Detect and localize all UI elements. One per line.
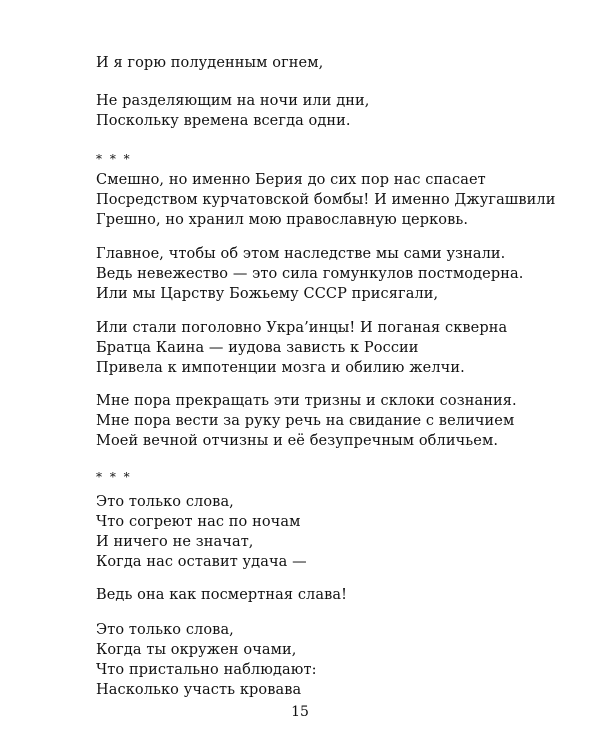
poem-line: Мне пора прекращать эти тризны и склоки сознания. [96, 393, 517, 409]
page-number: 15 [291, 704, 309, 720]
poem-line: Или стали поголовно Укра’инцы! И поганая скверна [96, 320, 508, 336]
poem-line: Это только слова, [96, 494, 234, 510]
poem-line: И я горю полуденным огнем, [96, 55, 324, 71]
poem-line: Посредством курчатовской бомбы! И именно Джугашвили [96, 192, 556, 208]
poem-line: Когда нас оставит удача — [96, 554, 307, 570]
poem-line: Когда ты окружен очами, [96, 642, 297, 658]
poem-line: Это только слова, [96, 622, 234, 638]
poem-line: И ничего не значат, [96, 534, 254, 550]
poem-line: Что согреют нас по ночам [96, 514, 301, 530]
poem-line: Братца Каина — иудова зависть к России [96, 340, 419, 356]
poem-line: Не разделяющим на ночи или дни, [96, 93, 370, 109]
poem-line: Привела к импотенции мозга и обилию желчи. [96, 360, 465, 376]
section-separator: * * * [96, 470, 132, 484]
poem-line: Смешно, но именно Берия до сих пор нас спасает [96, 172, 486, 188]
poem-line: Грешно, но хранил мою православную церковь. [96, 212, 469, 228]
poem-line: Ведь невежество — это сила гомункулов постмодерна. [96, 266, 524, 282]
poem-line: Поскольку времена всегда одни. [96, 113, 351, 129]
poem-line: Или мы Царству Божьему СССР присягали, [96, 286, 439, 302]
poem-line: Насколько участь кровава [96, 682, 302, 698]
poem-line: Что пристально наблюдают: [96, 662, 317, 678]
poem-line: Мне пора вести за руку речь на свидание с величием [96, 413, 515, 429]
poem-line: Ведь она как посмертная слава! [96, 587, 348, 603]
section-separator: * * * [96, 152, 132, 166]
poem-line: Главное, чтобы об этом наследстве мы сами узнали. [96, 246, 506, 262]
poem-line: Моей вечной отчизны и её безупречным обличьем. [96, 433, 499, 449]
